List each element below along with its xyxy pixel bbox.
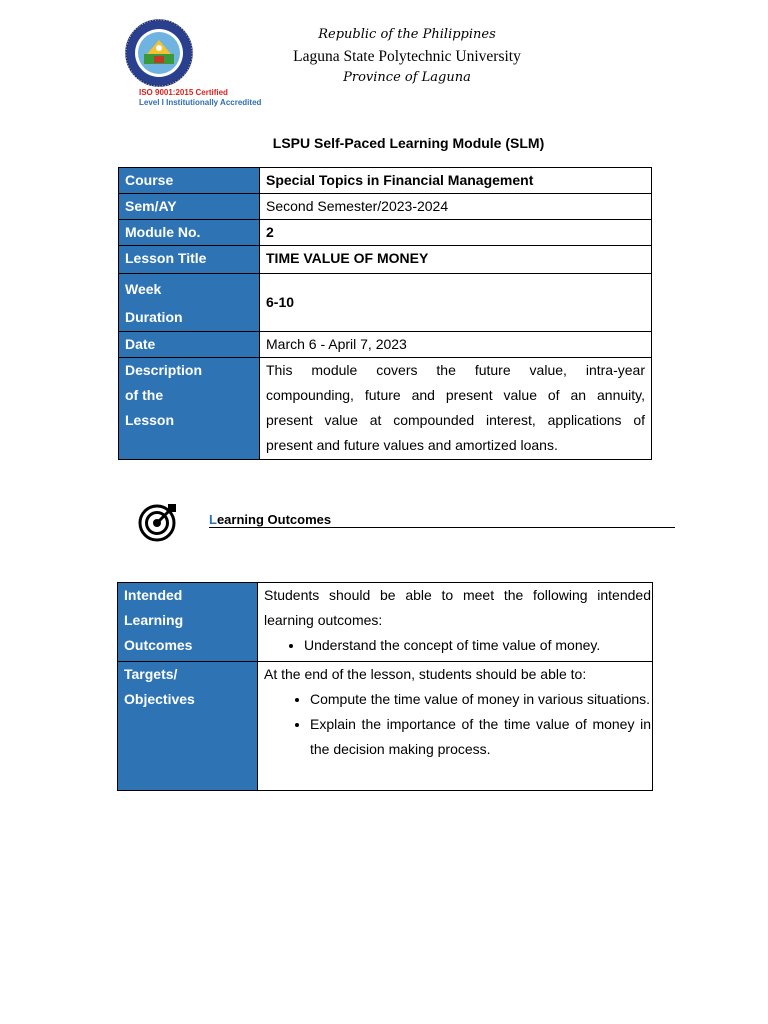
module-value: 2 xyxy=(260,220,652,246)
table-row xyxy=(119,220,652,246)
ilo-label-line: Outcomes xyxy=(124,637,193,653)
target-icon xyxy=(136,500,180,544)
module-title: LSPU Self-Paced Learning Module (SLM) xyxy=(272,135,545,151)
week-duration-label xyxy=(119,274,260,332)
description-label-line: of the xyxy=(125,387,164,403)
date-value: March 6 - April 7, 2023 xyxy=(260,332,652,358)
table-row xyxy=(119,332,652,358)
module-info-table xyxy=(118,167,652,460)
list-item: • Compute the time value of money in various situations. xyxy=(310,687,651,712)
accreditation-level: Level I Institutionally Accredited xyxy=(139,98,262,107)
duration-label: Duration xyxy=(125,309,183,325)
outcomes-table xyxy=(117,582,653,791)
table-row xyxy=(119,194,652,220)
table-row xyxy=(118,583,653,662)
sem-label: Sem/AY xyxy=(119,194,260,220)
description-label-line: Description xyxy=(125,362,203,378)
description-label-line: Lesson xyxy=(125,412,175,428)
list-item: • Understand the concept of time value of money. xyxy=(304,633,651,658)
province-line: Province of Laguna xyxy=(343,70,471,85)
heading-rest: earning Outcomes xyxy=(216,512,332,527)
ilo-label xyxy=(118,583,258,662)
ilo-content xyxy=(258,583,653,662)
targets-label-line: Objectives xyxy=(124,691,195,707)
week-label: Week xyxy=(125,281,162,297)
module-label: Module No. xyxy=(119,220,260,246)
republic-line: Republic of the Philippines xyxy=(318,27,496,42)
lesson-title-value: TIME VALUE OF MONEY xyxy=(260,246,652,274)
table-row xyxy=(118,662,653,791)
ilo-intro: Students should be able to meet the following intended learning outcomes: xyxy=(264,587,651,628)
heading-underline xyxy=(209,527,675,528)
targets-intro: At the end of the lesson, students should be able to: xyxy=(264,666,587,682)
description-value: This module covers the future value, intra-year compounding, future and present value of an annuity, present value at compounded interest, applications of present and future values and amortized loans. xyxy=(260,358,652,460)
targets-content xyxy=(258,662,653,791)
sem-value: Second Semester/2023-2024 xyxy=(260,194,652,220)
table-row xyxy=(119,274,652,332)
ilo-list xyxy=(264,633,651,658)
ilo-label-line: Intended xyxy=(124,587,183,603)
course-value: Special Topics in Financial Management xyxy=(260,168,652,194)
learning-outcomes-heading xyxy=(209,512,331,527)
course-label: Course xyxy=(119,168,260,194)
week-value: 6-10 xyxy=(260,274,652,332)
list-item: • Explain the importance of the time value of money in the decision making process. xyxy=(310,712,651,762)
date-label: Date xyxy=(119,332,260,358)
ilo-label-line: Learning xyxy=(124,612,184,628)
targets-label xyxy=(118,662,258,791)
iso-certification: ISO 9001:2015 Certified xyxy=(139,88,228,97)
table-row xyxy=(119,246,652,274)
heading-initial: L xyxy=(209,512,217,527)
description-label xyxy=(119,358,260,460)
table-row xyxy=(119,168,652,194)
targets-list xyxy=(264,687,651,762)
targets-label-line: Targets/ xyxy=(124,666,178,682)
table-row xyxy=(119,358,652,460)
lesson-title-label: Lesson Title xyxy=(119,246,260,274)
university-name: Laguna State Polytechnic University xyxy=(293,48,521,65)
